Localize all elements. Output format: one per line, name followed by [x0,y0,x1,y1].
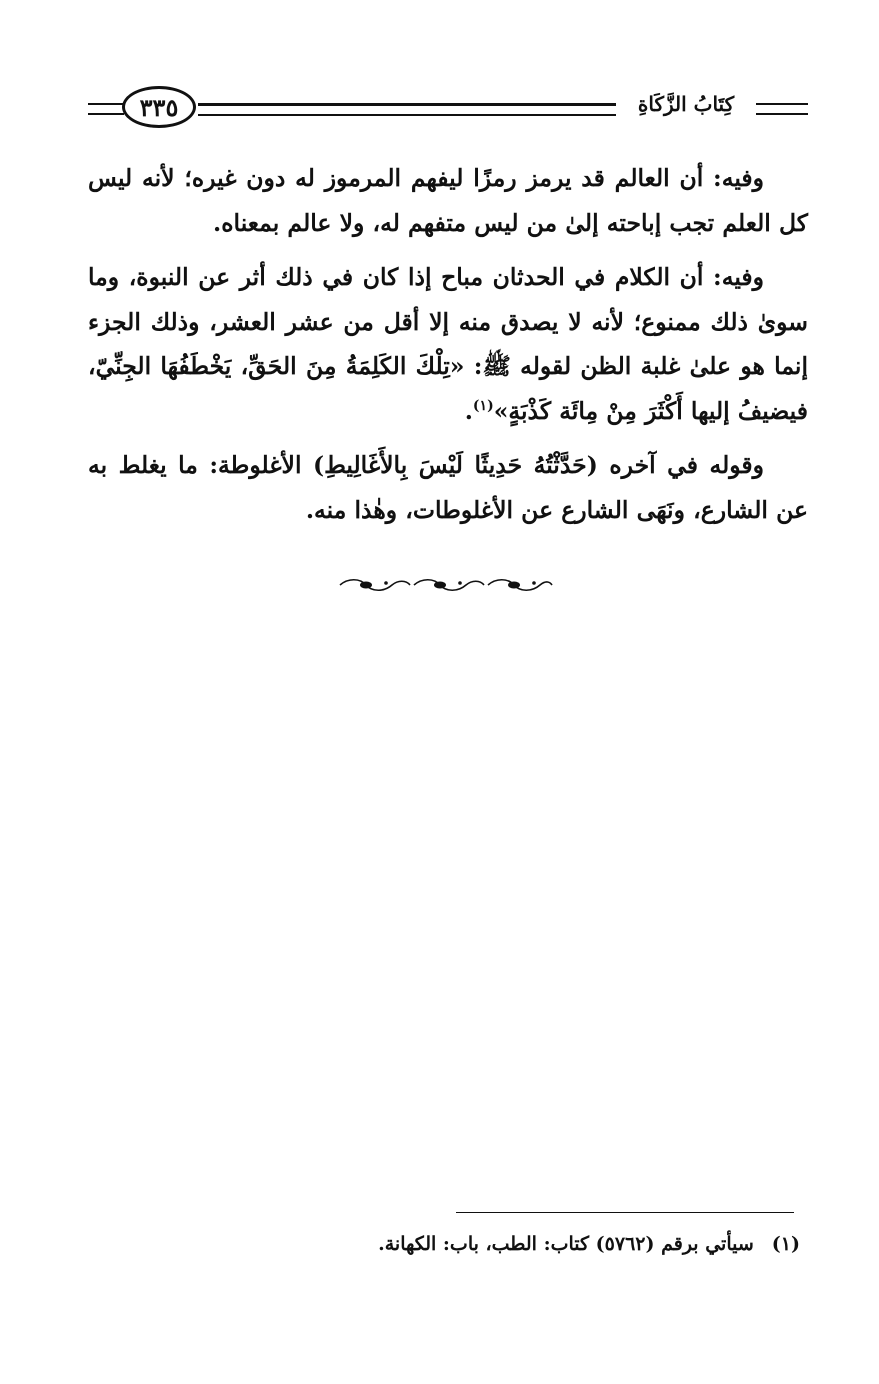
paragraph-2-tail: . [464,396,473,425]
header-rule-right [756,103,808,115]
footnote-reference[interactable]: (١) [472,397,494,414]
page-number: ٣٣٥ [122,86,196,128]
ornament-divider-icon [336,574,556,596]
paragraph-1 [88,156,808,245]
paragraph-2-text: وفيه: أن الكلام في الحدثان مباح إذا كان في ذلك أثر عن النبوة، وما سوىٰ ذلك ممنوع؛ لأنه لا يصدق منه إلا أقل من عشر العشر، وذلك الجزء إنما هو علىٰ غلبة الظن لقوله ﷺ: «تِلْكَ الكَلِمَةُ مِنَ الحَقِّ، يَخْطَفُهَا الجِنِّيّ، فيضيفُ إليها أَكْثَرَ مِنْ مِائَة كَذْبَةٍ» [88,263,808,425]
paragraph-2 [88,255,808,433]
header-rule-left [88,103,124,115]
footnote-rule [456,1212,794,1213]
paragraph-1-text: وفيه: أن العالم قد يرمز رمزًا ليفهم المرموز له دون غيره؛ لأنه ليس كل العلم تجب إباحته إلىٰ من ليس متفهم له، ولا عالم بمعناه. [88,164,808,237]
paragraph-3 [88,443,808,532]
footnote-number: (١) [771,1233,800,1255]
running-title: كِتَابُ الزَّكَاةِ [637,92,735,116]
footnote-text: سيأتي برقم (٥٧٦٢) كتاب: الطب، باب: الكهانة. [378,1233,754,1255]
paragraph-3-text: وقوله في آخره (حَدَّثْتُهُ حَدِيثًا لَيْسَ بِالأَغَالِيطِ) الأغلوطة: ما يغلط به عن الشارع، ونَهَى الشارع عن الأغلوطات، وهٰذا منه. [88,451,808,524]
main-text [88,156,808,542]
footnote [88,1228,800,1260]
page-header [88,82,808,136]
header-rule-middle [198,103,616,116]
